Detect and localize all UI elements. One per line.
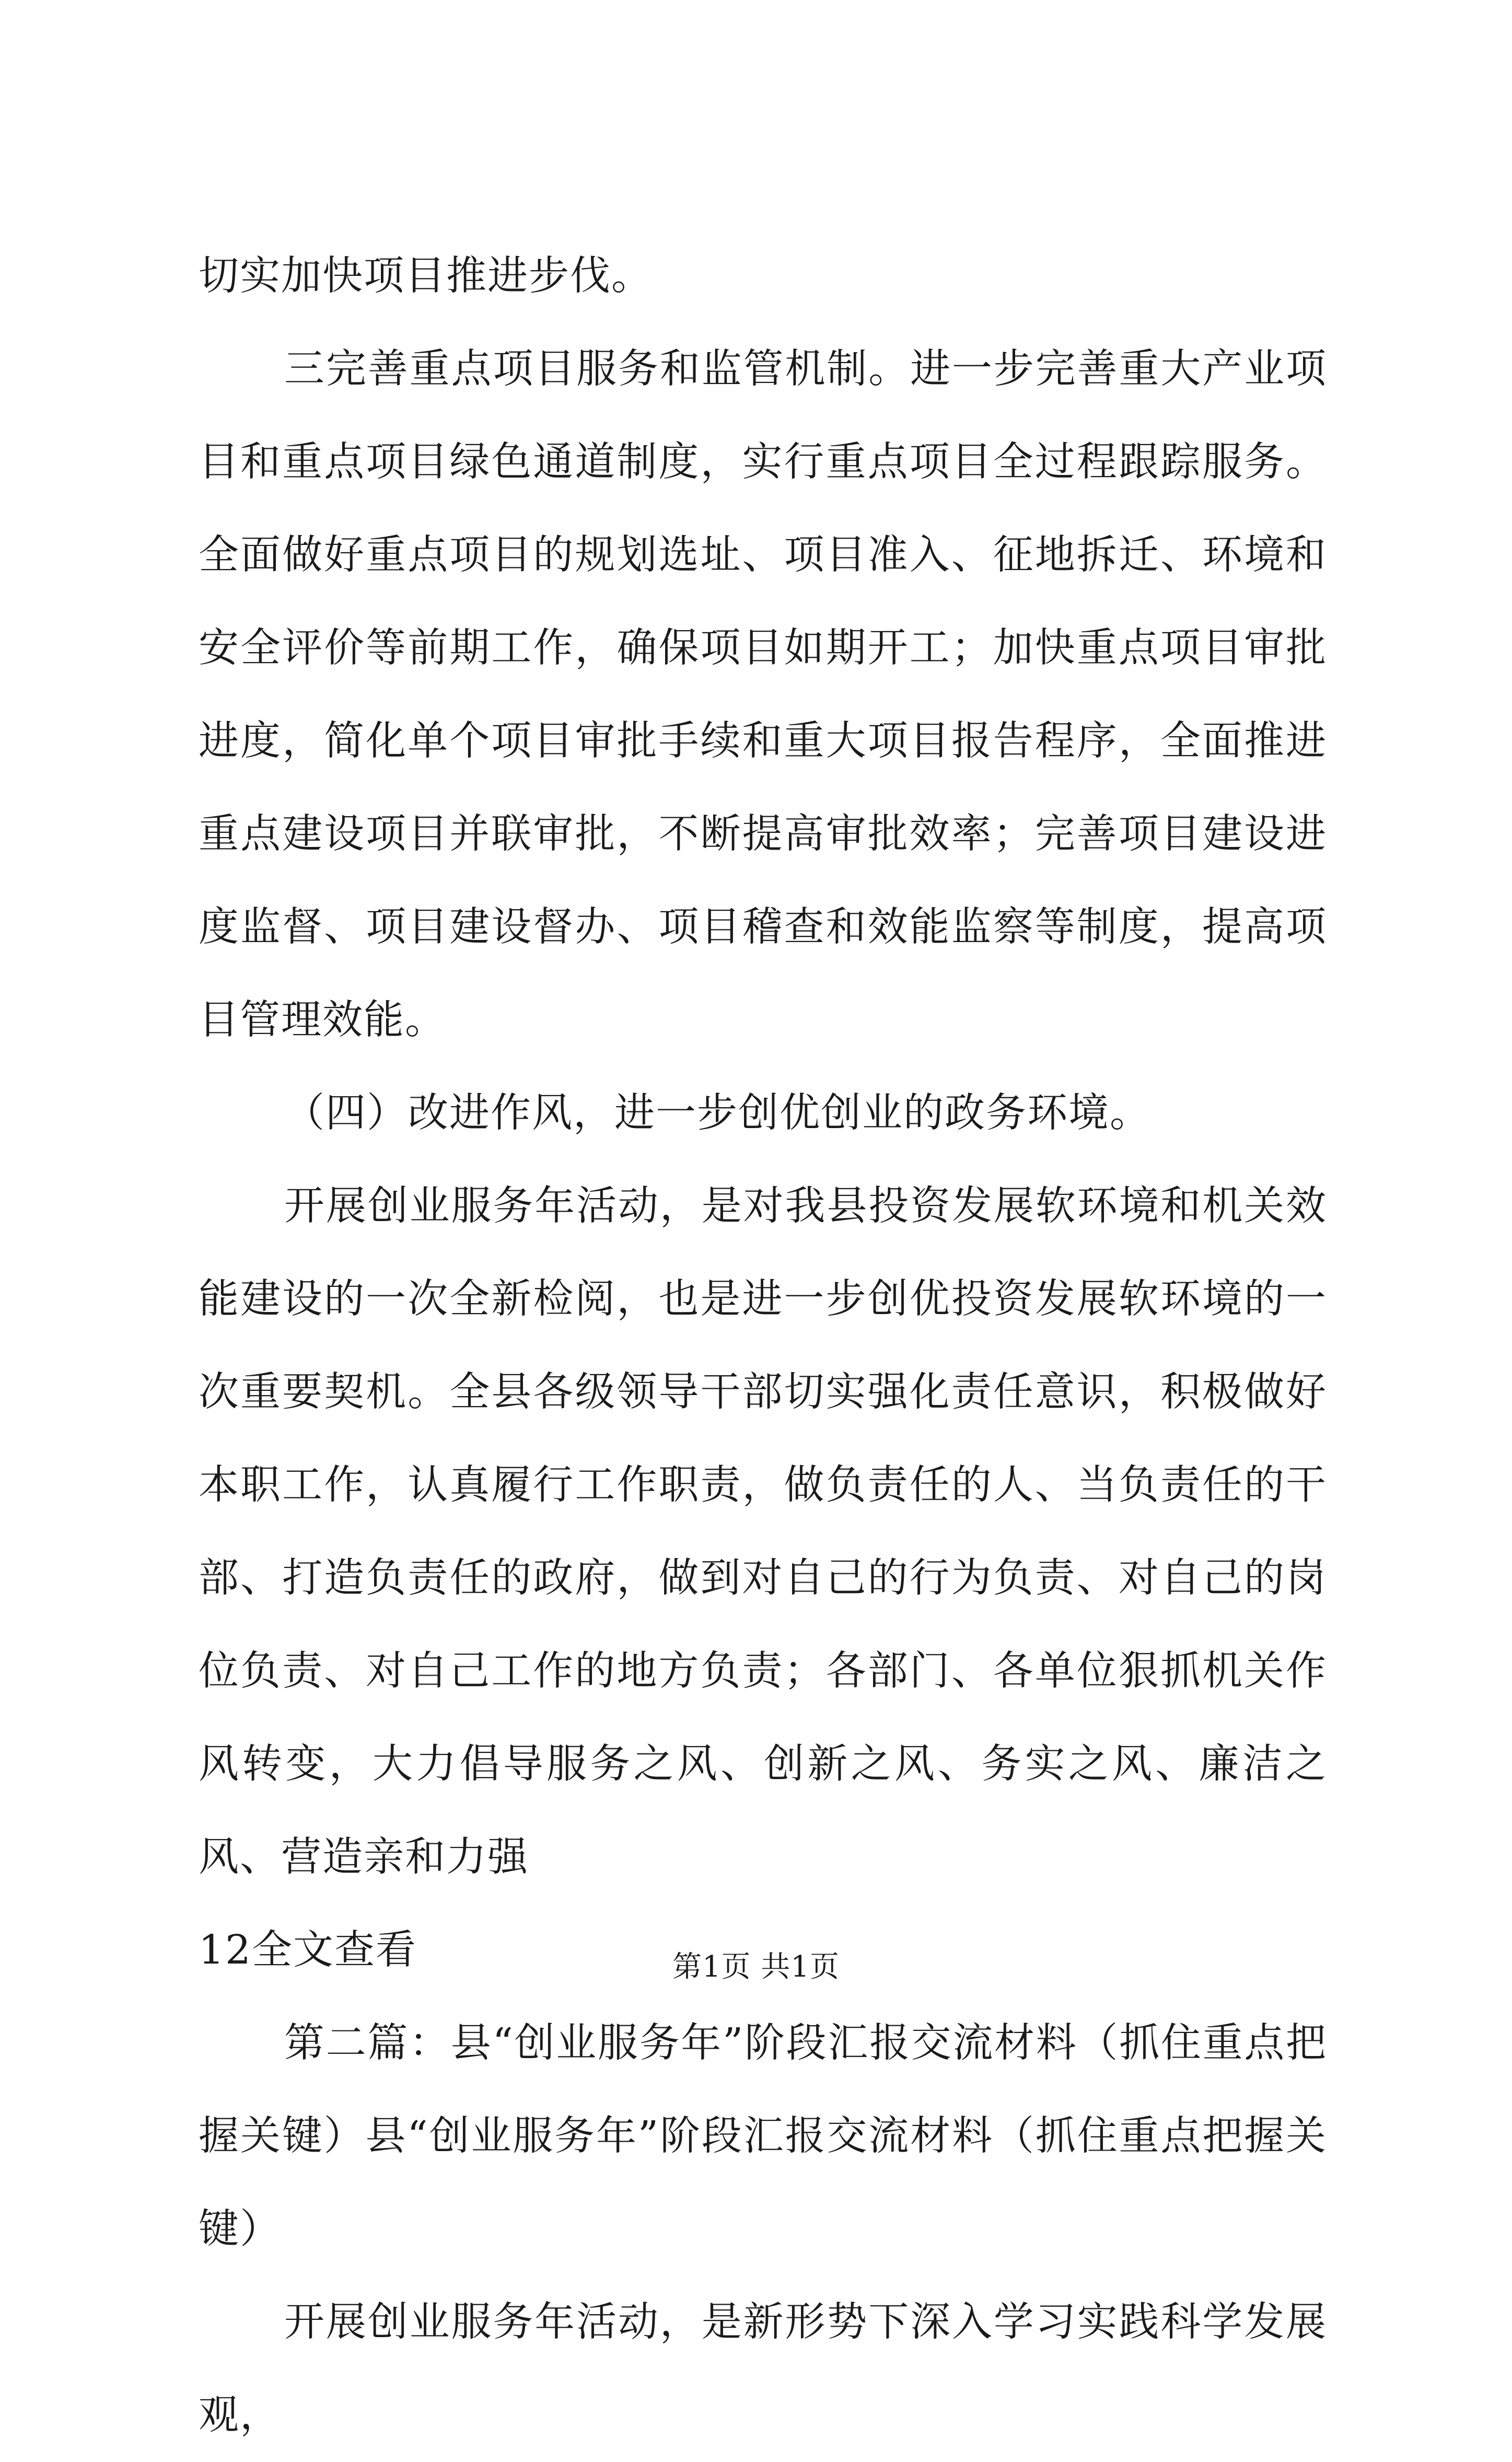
paragraph-continuation: 切实加快项目推进步伐。: [199, 253, 653, 299]
document-body: [199, 230, 1327, 2462]
page-footer: 第1页 共1页: [672, 1950, 840, 1984]
paragraph-second-article-intro: 开展创业服务年活动，是新形势下深入学习实践科学发展观，: [199, 2299, 1327, 2438]
paragraph-service-year: 开展创业服务年活动，是对我县投资发展软环境和机关效能建设的一次全新检阅，也是进一步创优投资发展软环境的一次重要契机。全县各级领导干部切实强化责任意识，积极做好本职工作，认真履行工作职责，做负责任的人、当负责任的干部、打造负责任的政府，做到对自己的行为负责、对自己的岗位负责、对自己工作的地方负责；各部门、各单位狠抓机关作风转变，大力倡导服务之风、创新之风、务实之风、廉洁之风、营造亲和力强: [199, 1183, 1327, 1880]
paragraph-section-three: 三完善重点项目服务和监管机制。进一步完善重大产业项目和重点项目绿色通道制度，实行重点项目全过程跟踪服务。全面做好重点项目的规划选址、项目准入、征地拆迁、环境和安全评价等前期工作，确保项目如期开工；加快重点项目审批进度，简化单个项目审批手续和重大项目报告程序，全面推进重点建设项目并联审批，不断提高审批效率；完善项目建设进度监督、项目建设督办、项目稽查和效能监察等制度，提高项目管理效能。: [199, 346, 1327, 1043]
paragraph-heading-four: （四）改进作风，进一步创优创业的政务环境。: [284, 1090, 1151, 1136]
paragraph-second-article-title: 第二篇：县“创业服务年”阶段汇报交流材料（抓住重点把握关键）县“创业服务年”阶段汇报交流材料（抓住重点把握关键）: [199, 2020, 1327, 2252]
paragraph-view-full-text: 12全文查看: [199, 1927, 417, 1973]
